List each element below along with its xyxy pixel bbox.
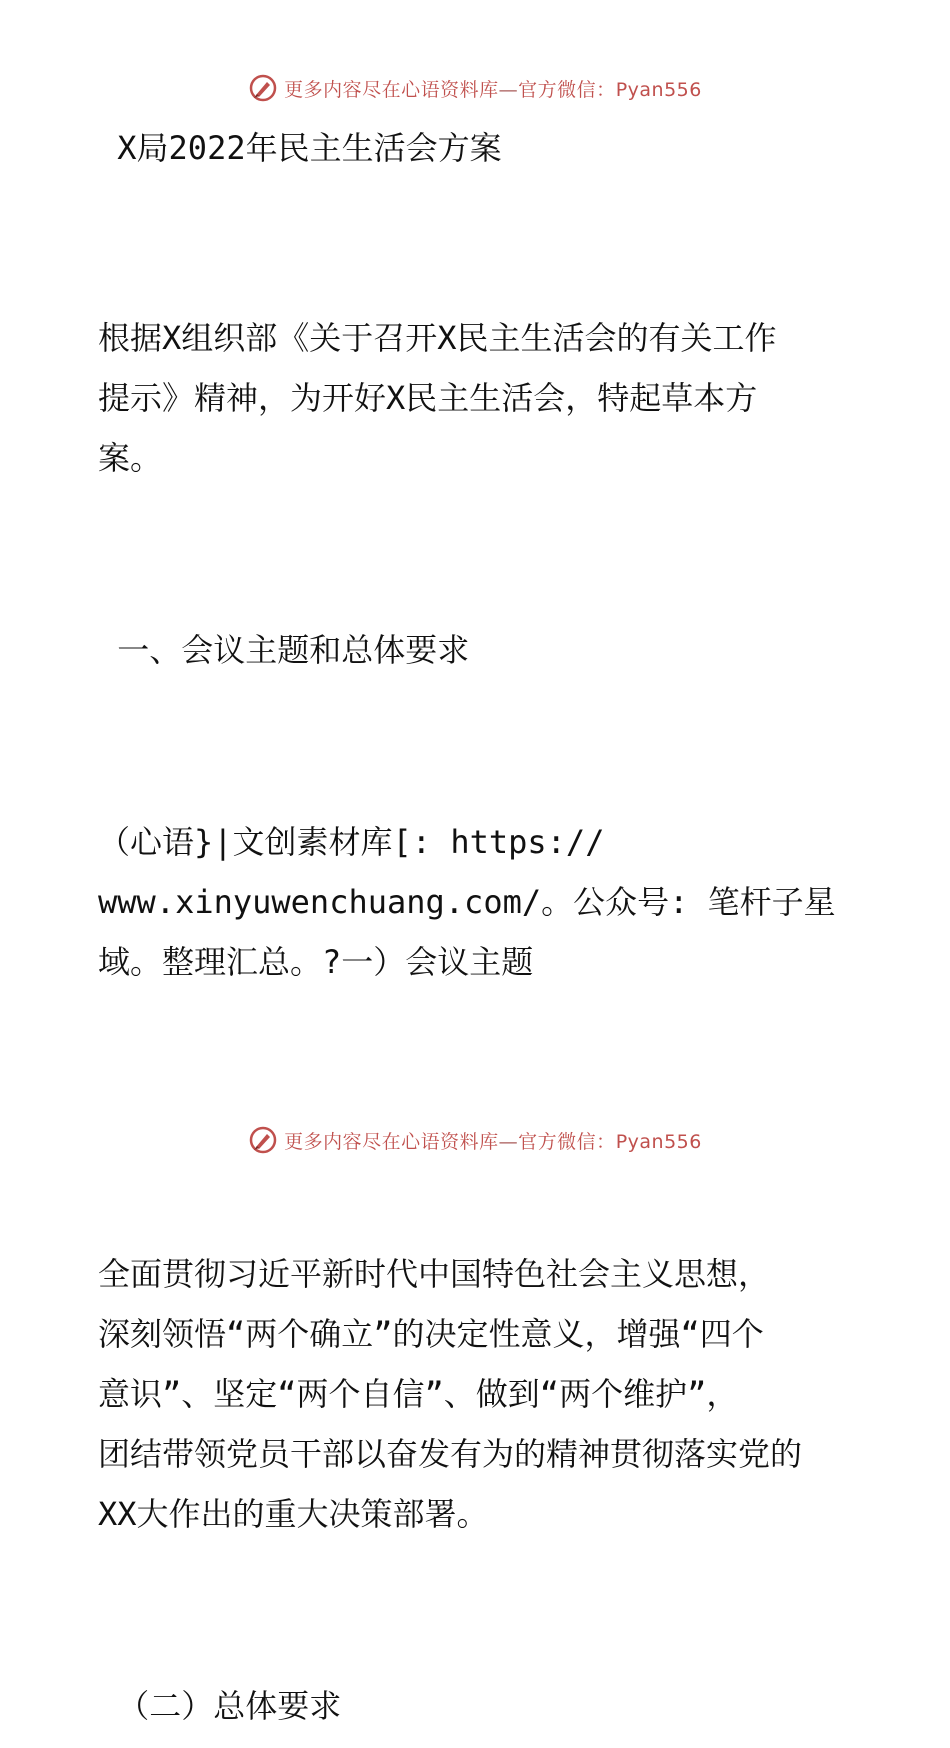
- watermark-text: 更多内容尽在心语资料库—官方微信：Pyan556: [284, 78, 702, 101]
- watermark-text: 更多内容尽在心语资料库—官方微信：Pyan556: [284, 1130, 702, 1153]
- pen-circle-icon: [248, 73, 278, 103]
- watermark-header: [0, 68, 950, 108]
- pen-circle-icon: [248, 1125, 278, 1155]
- source-note-paragraph: （心语}|文创素材库[: https:// www.xinyuwenchuang.com/。公众号: 笔杆子星 域。整理汇总。?一）会议主题: [98, 823, 836, 981]
- intro-paragraph: 根据X组织部《关于召开X民主生活会的有关工作 提示》精神，为开好X民主生活会，特起草本方 案。: [98, 319, 777, 477]
- document-title: X局2022年民主生活会方案: [98, 129, 502, 167]
- section-heading-1: 一、会议主题和总体要求: [98, 631, 470, 669]
- subsection-heading-2: （二）总体要求: [98, 1687, 342, 1725]
- theme-body-paragraph: 全面贯彻习近平新时代中国特色社会主义思想， 深刻领悟“两个确立”的决定性意义，增强“四个 意识”、坚定“两个自信”、做到“两个维护”， 团结带领党员干部以奋发有为的精神贯彻落实党的 XX大作出的重大决策部署。: [98, 1255, 803, 1533]
- document-body: [98, 118, 858, 1748]
- watermark-footer: [0, 1120, 950, 1160]
